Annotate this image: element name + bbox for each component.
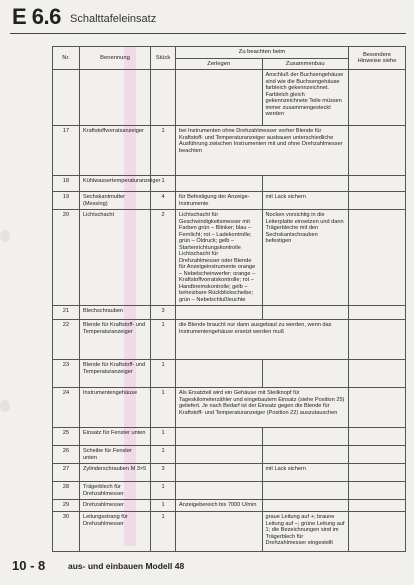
row-zerlegen: die Blende braucht nur dann ausgebaut zu werden, wenn das Instrumentengehäuse ersetzt werden muß (176, 320, 349, 360)
row-stueck: 1 (151, 512, 176, 552)
col-header-hinweise: Besondere Hinweise siehe (349, 47, 406, 70)
row-stueck: 1 (151, 446, 176, 464)
row-benennung: Leitungsstrang für Drehzahlmesser (80, 512, 151, 552)
col-header-zerlegen: Zerlegen (176, 58, 263, 70)
row-zusammenbau (262, 446, 349, 464)
row-stueck: 1 (151, 126, 176, 176)
row-benennung: Zylinderschrauben M 3×5 (80, 464, 151, 482)
row-hinweise (349, 482, 406, 500)
row-stueck: 3 (151, 464, 176, 482)
col-header-zu-beachten: Zu beachten beim (176, 47, 349, 59)
row-zerlegen: Anzeigebereich bis 7000 U/min (176, 500, 263, 512)
row-hinweise (349, 388, 406, 428)
row-stueck (151, 70, 176, 126)
row-hinweise (349, 176, 406, 192)
row-benennung: Scheibe für Fenster unten (80, 446, 151, 464)
section-number: E 6.6 (12, 4, 61, 29)
row-zusammenbau (262, 428, 349, 446)
row-zusammenbau (262, 306, 349, 320)
col-header-nr: Nr. (53, 47, 80, 70)
row-benennung (80, 70, 151, 126)
row-benennung: Lichtschacht (80, 210, 151, 306)
row-benennung: Blende für Kraftstoff- und Temperaturanzeiger (80, 320, 151, 360)
table-row (53, 446, 406, 464)
page-footer (10, 558, 406, 578)
row-stueck: 1 (151, 320, 176, 360)
row-stueck: 1 (151, 360, 176, 388)
table-row (53, 500, 406, 512)
row-zerlegen (176, 70, 263, 126)
table-row (53, 210, 406, 306)
row-nr: 17 (53, 126, 80, 176)
row-hinweise (349, 446, 406, 464)
row-zusammenbau: graue Leitung auf +; braune Leitung auf –; grüne Leitung auf 1; die Bezeichnungen sind im Trägerblech für Drehzahlmesser eingestellt (262, 512, 349, 552)
row-benennung: Trägerblech für Drehzahlmesser (80, 482, 151, 500)
table-row (53, 176, 406, 192)
row-hinweise (349, 320, 406, 360)
row-zerlegen (176, 482, 263, 500)
binder-hole (0, 400, 10, 412)
row-benennung: Instrumentengehäuse (80, 388, 151, 428)
table-row (53, 192, 406, 210)
row-benennung: Blechschrauben (80, 306, 151, 320)
row-benennung: Blende für Kraftstoff- und Temperaturanzeiger (80, 360, 151, 388)
row-nr: 30 (53, 512, 80, 552)
page-header (10, 4, 406, 32)
row-nr: 20 (53, 210, 80, 306)
row-zerlegen (176, 446, 263, 464)
row-zusammenbau (262, 482, 349, 500)
row-zusammenbau (262, 360, 349, 388)
row-nr: 24 (53, 388, 80, 428)
row-stueck: 1 (151, 500, 176, 512)
table-row (53, 320, 406, 360)
row-stueck: 2 (151, 210, 176, 306)
row-nr: 27 (53, 464, 80, 482)
row-zusammenbau (262, 500, 349, 512)
row-nr: 29 (53, 500, 80, 512)
row-stueck: 4 (151, 192, 176, 210)
row-benennung: Drehzahlmesser (80, 500, 151, 512)
row-zerlegen (176, 306, 263, 320)
page-title: Schalttafeleinsatz (70, 13, 157, 25)
col-header-zusammenbau: Zusammenbau (262, 58, 349, 70)
row-zerlegen (176, 360, 263, 388)
row-zerlegen (176, 176, 263, 192)
table-row (53, 306, 406, 320)
page-number: 10 - 8 (12, 558, 46, 573)
table-row (53, 428, 406, 446)
row-benennung: Kraftstoffvorratsanzeiger (80, 126, 151, 176)
table-row (53, 126, 406, 176)
row-zusammenbau: mit Lack sichern (262, 464, 349, 482)
row-zusammenbau (262, 176, 349, 192)
row-hinweise (349, 360, 406, 388)
binder-hole (0, 230, 10, 242)
row-stueck: 1 (151, 176, 176, 192)
row-nr: 21 (53, 306, 80, 320)
row-hinweise (349, 428, 406, 446)
row-hinweise (349, 464, 406, 482)
table-row (53, 388, 406, 428)
row-zusammenbau: Anschluß der Buchsengehäuse sind wie die Buchsengehäuse farbleich gekennzeichnet. Farbleich gleich gekennzeichnete Teile müssen immer zusammengesteckt werden (262, 70, 349, 126)
col-header-benennung: Benennung (80, 47, 151, 70)
parts-table (52, 46, 406, 552)
header-rule (10, 33, 406, 34)
row-zerlegen: Als Ersatzteil wird ein Gehäuse mit Steilknopf für Tageskilometerzähler und eingebautem Einsatz (siehe Position 25) geliefert. Je nach Bedarf ist der Einsatz gegen die Blende für Kraftstoff- und Temperaturanzeiger (Position 22) auszutauschen (176, 388, 349, 428)
row-stueck: 1 (151, 482, 176, 500)
row-hinweise (349, 512, 406, 552)
row-benennung: Kühlwassertemperaturanzeiger (80, 176, 151, 192)
row-nr: 23 (53, 360, 80, 388)
row-hinweise (349, 126, 406, 176)
table-row (53, 360, 406, 388)
row-zerlegen: Lichtschacht für Geschwindigkeitsmesser mit Farben grün – Blinker; blau – Fernlicht; rot – Ladekontrolle; grün – Öldruck; gelb – Startenrichtungskontrolle Lichtschacht für Drehzahlmesser oder Blende für Anzeigeinstrumente orange – Nebelscheinwerfer; orange – Kraftstoffvorratskontrolle; rot – Handbremskontrolle; gelb – beheizbare Rückblickscheibe; grün – Nebelschlußleuchte (176, 210, 263, 306)
table-row (53, 464, 406, 482)
row-hinweise (349, 500, 406, 512)
row-stueck: 1 (151, 428, 176, 446)
row-nr: 26 (53, 446, 80, 464)
row-nr: 28 (53, 482, 80, 500)
footer-text: aus- und einbauen Modell 48 (68, 561, 185, 571)
row-zusammenbau: Nocken vorsichtig in die Leiterplatte einsetzen und dann Trägerbleche mit den Sechskantschrauben befestigen (262, 210, 349, 306)
row-stueck: 3 (151, 306, 176, 320)
row-zerlegen (176, 428, 263, 446)
row-hinweise (349, 70, 406, 126)
row-zerlegen: für Befestigung der Anzeige-Instrumente (176, 192, 263, 210)
row-zerlegen: bei Instrumenten ohne Drehzahlmesser vorher Blende für Kraftstoff- und Temperaturanzeiger ausbauen unterschiedliche Ausführung zwischen Instrumenten mit und ohne Drehzahlmesser beachten (176, 126, 349, 176)
row-benennung: Einsatz für Fenster unten (80, 428, 151, 446)
table-row (53, 70, 406, 126)
table-row (53, 482, 406, 500)
row-hinweise (349, 306, 406, 320)
row-stueck: 1 (151, 388, 176, 428)
row-hinweise (349, 210, 406, 306)
row-zerlegen (176, 464, 263, 482)
col-header-stueck: Stück (151, 47, 176, 70)
row-nr: 18 (53, 176, 80, 192)
row-nr: 25 (53, 428, 80, 446)
row-hinweise (349, 192, 406, 210)
row-zerlegen (176, 512, 263, 552)
row-nr: 22 (53, 320, 80, 360)
table-row (53, 512, 406, 552)
row-nr: 19 (53, 192, 80, 210)
row-zusammenbau: mit Lack sichern (262, 192, 349, 210)
row-benennung: Sechskantmutter (Messing) (80, 192, 151, 210)
row-nr (53, 70, 80, 126)
